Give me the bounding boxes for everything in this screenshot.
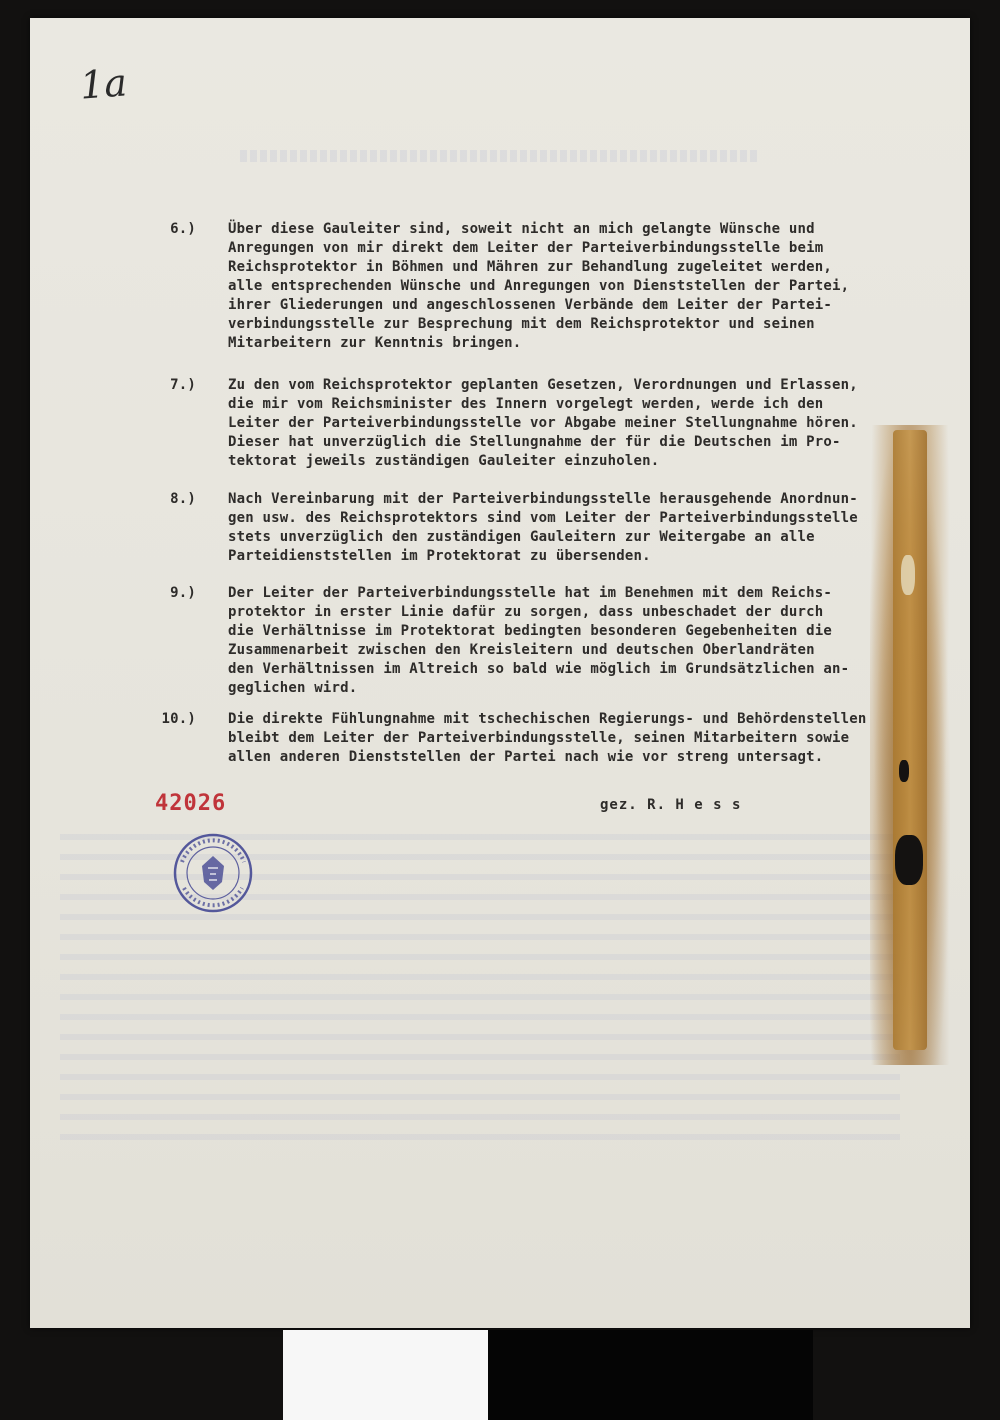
tape-damage: [899, 760, 909, 782]
paragraph-text: Zu den vom Reichsprotektor geplanten Gesetzen, Verordnungen und Erlassen, die mir vom Reichsminister des Innern vorgelegt werden, werde ich den Leiter der Parteiverbindungsstelle vor Abgabe meiner Stellungnahme hören. Dieser hat unverzüglich die Stellungnahme der für die Deutschen im Pro- tektorat jeweils zuständigen Gauleiter einzuholen.: [228, 377, 858, 469]
paragraph-text: Die direkte Fühlungnahme mit tschechischen Regierungs- und Behördenstellen bleibt dem Leiter der Parteiverbindungsstelle, seinen Mitarbeitern sowie allen anderen Dienststellen der Partei nach wie vor streng untersagt.: [228, 711, 867, 765]
paragraph-7: [140, 376, 960, 476]
archive-number: 42026: [155, 791, 227, 816]
scan-calibration-strip: [283, 1330, 813, 1420]
tape-damage: [895, 835, 923, 885]
paragraph-number: 9.): [170, 585, 196, 601]
paragraph-text: Über diese Gauleiter sind, soweit nicht an mich gelangte Wünsche und Anregungen von mir direkt dem Leiter der Parteiverbindungsstelle beim Reichsprotektor in Böhmen und Mähren zur Behandlung zugeleitet werden, alle entsprechenden Wünsche und Anregungen von Dienststellen der Partei, ihrer Gliederungen und angeschlossenen Verbände dem Leiter der Partei- verbindungsstelle zur Besprechung mit dem Reichsprotektor und seinen Mitarbeitern zur Kenntnis bringen.: [228, 221, 850, 351]
handwritten-reference: 1a: [78, 60, 129, 108]
signature-line: gez. R. H e s s: [600, 797, 742, 813]
paragraph-text: Der Leiter der Parteiverbindungsstelle hat im Benehmen mit dem Reichs- protektor in erster Linie dafür zu sorgen, dass unbeschadet der durch die Verhältnisse im Protektorat bedingten besonderen Gegebenheiten die Zusammenarbeit zwischen den Kreisleitern und deutschen Oberlandräten den Verhältnissen im Altreich so bald wie möglich im Grundsätzlichen an- geglichen wird.: [228, 585, 850, 696]
paragraph-number: 7.): [170, 377, 196, 393]
scan-calibration-block: [488, 1330, 813, 1420]
paragraph-9: [140, 584, 960, 704]
paragraph-number: 6.): [170, 221, 196, 237]
paragraph-number: 8.): [170, 491, 196, 507]
bleed-through-upper: [240, 150, 760, 162]
paragraph-number: 10.): [161, 711, 196, 727]
paragraph-10: [140, 710, 960, 770]
archive-seal-stamp: [172, 832, 254, 914]
paragraph-6: [140, 220, 960, 355]
tape-damage: [901, 555, 915, 595]
paragraph-text: Nach Vereinbarung mit der Parteiverbindungsstelle herausgehende Anordnun- gen usw. des Reichsprotektors sind vom Leiter der Parteiverbindungsstelle stets unverzüglich den zuständigen Gauleitern zur Weitergabe an alle Parteidienststellen im Protektorat zu übersenden.: [228, 491, 858, 564]
old-adhesive-tape: [893, 430, 927, 1050]
paragraph-8: [140, 490, 960, 570]
